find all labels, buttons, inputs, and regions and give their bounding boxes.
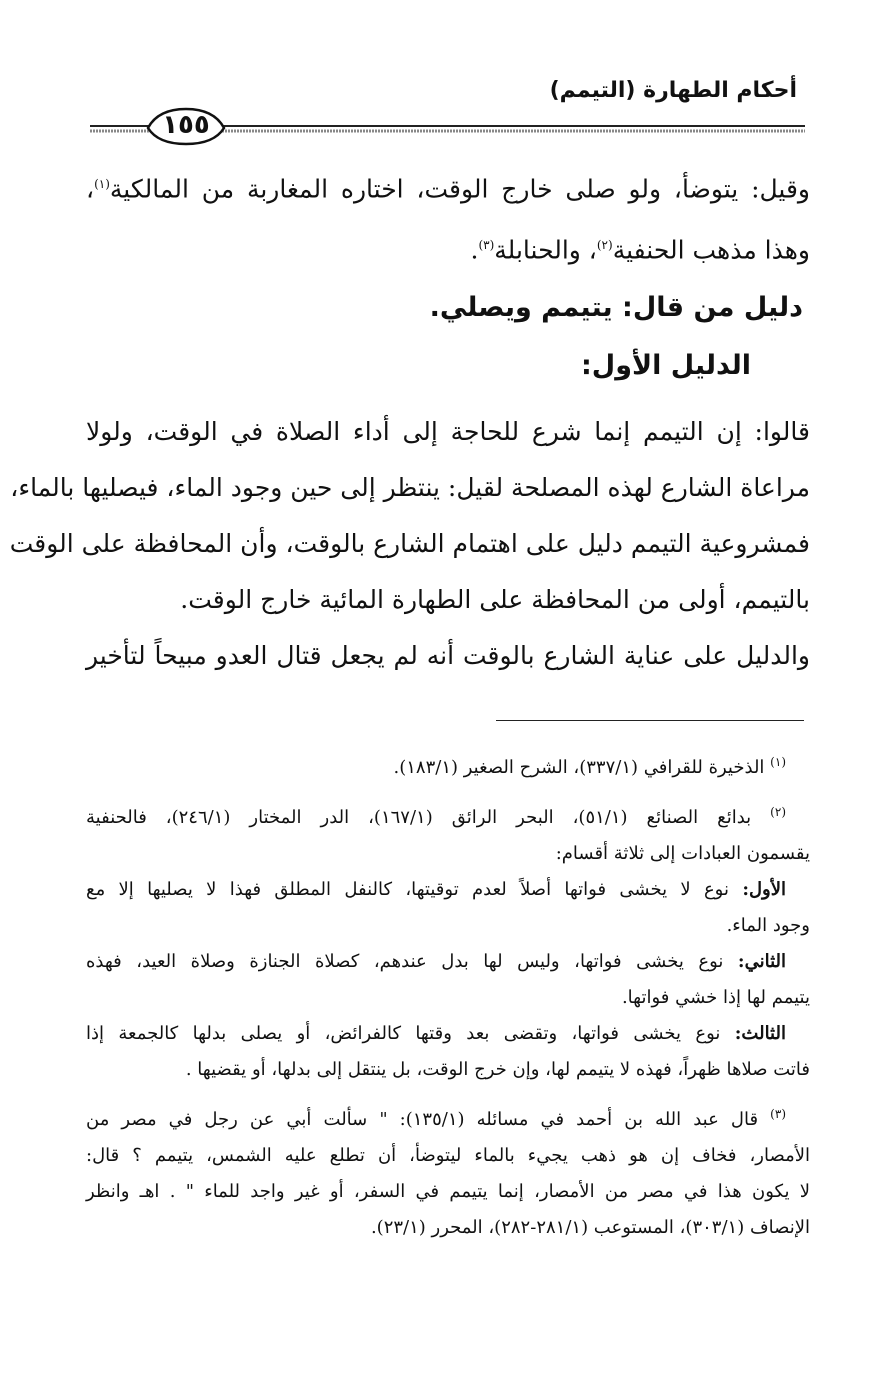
footnote-2-third-line-2: فاتت صلاها ظهراً، فهذه لا يتيمم لها، وإن خرج الوقت، بل ينتقل إلى بدلها، أو يقضيها . xyxy=(185,1059,810,1080)
footnotes-section xyxy=(86,744,810,1254)
footnote-3-line-1 xyxy=(86,1096,810,1138)
footnote-2-second-text-1: نوع يخشى فواتها، وليس لها بدل عندهم، كصلاة الجنازة وصلاة العيد، فهذه xyxy=(86,951,724,972)
main-paragraph xyxy=(9,404,810,684)
main-line-2: مراعاة الشارع لهذه المصلحة لقيل: ينتظر إلى حين وجود الماء، فيصليها بالماء، xyxy=(10,473,810,502)
intro-line-2-text-b: ، والحنابلة xyxy=(494,235,597,265)
main-line-5: والدليل على عناية الشارع بالوقت أنه لم يجعل قتال العدو مبيحاً لتأخير xyxy=(86,641,810,670)
main-line-1: قالوا: إن التيمم إنما شرع للحاجة إلى أداء الصلاة في الوقت، ولولا xyxy=(86,417,810,446)
footnote-2-first-text-1: نوع لا يخشى فواتها أصلاً لعدم توقيتها، كالنفل المطلق فهذا لا يصليها إلا مع xyxy=(86,879,729,900)
footnote-2-first-line-2: وجود الماء. xyxy=(726,915,810,936)
main-line-3: فمشروعية التيمم دليل على اهتمام الشارع بالوقت، وأن المحافظة على الوقت xyxy=(9,529,810,558)
intro-line-1 xyxy=(86,156,810,217)
footnote-ref-1[interactable]: (١) xyxy=(94,177,110,191)
intro-line-1-text: وقيل: يتوضأ، ولو صلى خارج الوقت، اختاره المغاربة من المالكية xyxy=(109,174,810,204)
intro-line-2 xyxy=(86,217,810,278)
running-header-title: أحكام الطهارة (التيمم) xyxy=(549,78,797,103)
footnote-2-third-line-1 xyxy=(86,1016,810,1052)
footnote-1 xyxy=(86,744,810,786)
footnote-ref-3[interactable]: (٣) xyxy=(478,238,495,253)
subsection-heading: الدليل الأول: xyxy=(580,350,751,381)
footnote-2-first-label: الأول: xyxy=(742,879,786,900)
footnote-1-text: الذخيرة للقرافي (٣٣٧/١)، الشرح الصغير (١٨٣/١). xyxy=(393,757,765,778)
footnote-3-text-1: قال عبد الله بن أحمد في مسائله (١٣٥/١): " سألت أبي عن رجل في مصر من xyxy=(86,1109,759,1130)
page-number-badge xyxy=(146,106,226,146)
footnote-2-mark: (٢) xyxy=(770,805,786,819)
footnote-2-second-line-2: يتيمم لها إذا خشي فواتها. xyxy=(621,987,810,1008)
footnote-2-third-text-1: نوع يخشى فواتها، وتقضى بعد وقتها كالفرائض، أو يصلى بدلها كالجمعة إذا xyxy=(86,1023,721,1044)
footnote-2-third-label: الثالث: xyxy=(734,1023,786,1044)
intro-line-2-punct: . xyxy=(470,235,479,265)
intro-paragraph xyxy=(86,156,810,279)
footnote-3-line-2: الأمصار، فخاف إن هو ذهب يجيء بالماء ليتوضأ، أن تطلع عليه الشمس، يتيمم ؟ قال: xyxy=(86,1145,810,1166)
footnote-3 xyxy=(86,1096,810,1246)
footnote-2-line-1 xyxy=(86,794,810,836)
intro-line-1-punct: ، xyxy=(86,174,95,204)
footnote-2-second-label: الثاني: xyxy=(737,951,786,972)
footnote-3-line-4: الإنصاف (٣٠٣/١)، المستوعب (٢٨١/١-٢٨٢)، المحرر (٢٣/١). xyxy=(370,1217,810,1238)
footnote-2 xyxy=(86,794,810,1088)
footnote-2-line-2: يقسمون العبادات إلى ثلاثة أقسام: xyxy=(555,843,810,864)
intro-line-2-text-a: وهذا مذهب الحنفية xyxy=(612,235,810,265)
footnote-1-line xyxy=(86,744,810,786)
page-number: ١٥٥ xyxy=(162,110,210,140)
main-line-4: بالتيمم، أولى من المحافظة على الطهارة المائية خارج الوقت. xyxy=(180,585,810,614)
footnote-2-text-1: بدائع الصنائع (٥١/١)، البحر الرائق (١٦٧/١)، الدر المختار (٢٤٦/١)، فالحنفية xyxy=(86,807,752,828)
footnote-2-first-line-1 xyxy=(86,872,810,908)
footnote-2-second-line-1 xyxy=(86,944,810,980)
footnote-separator xyxy=(496,720,804,721)
footnote-3-mark: (٣) xyxy=(770,1107,786,1121)
footnote-3-line-3: لا يكون هذا في مصر من الأمصار، إنما يتيمم في السفر، أو غير واجد للماء " . اهـ وانظر xyxy=(86,1181,810,1202)
footnote-ref-2[interactable]: (٢) xyxy=(596,238,613,253)
footnote-1-mark: (١) xyxy=(770,755,786,769)
section-heading: دليل من قال: يتيمم ويصلي. xyxy=(429,292,803,323)
